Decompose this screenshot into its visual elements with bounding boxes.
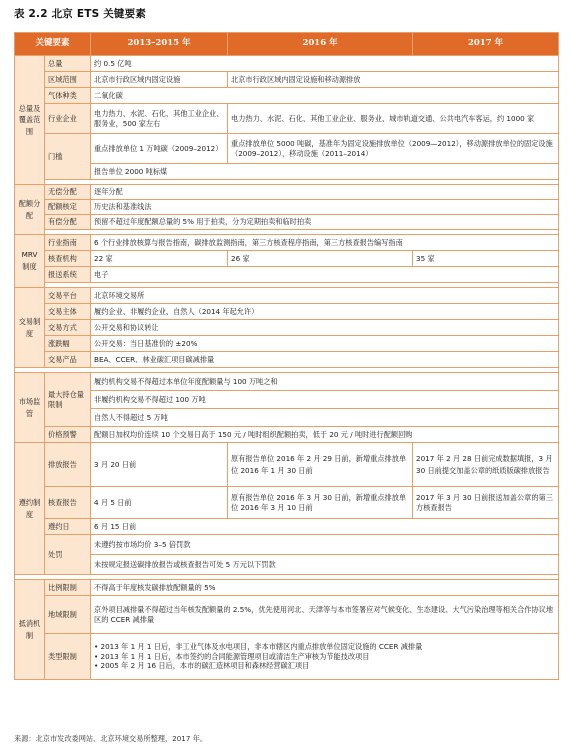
ets-key-elements-table <box>14 32 559 680</box>
row-label: 地域限制 <box>45 596 91 634</box>
row-label: 比例限制 <box>45 580 91 596</box>
cell: 重点排放单位 5000 吨碳，基准年为固定设施排放单位（2009—2012），移动源排放单位的固定设施（2009–2012）、移动设施（2011–2014） <box>228 134 559 164</box>
table-row <box>15 443 559 487</box>
header-key-elements: 关键要素 <box>15 33 91 56</box>
category-coverage: 总量及覆盖范围 <box>15 56 45 185</box>
row-label: 总量 <box>45 56 91 72</box>
row-label: 涨跌幅 <box>45 336 91 352</box>
row-label: 核查机构 <box>45 251 91 267</box>
cell: 3 月 20 日前 <box>91 443 228 487</box>
row-label: 遵约日 <box>45 519 91 535</box>
cell: 6 月 15 日前 <box>91 519 559 535</box>
row-label: 行业企业 <box>45 104 91 134</box>
list-item: • 2005 年 2 月 16 日后，本市的碳汇造林项目和森林经营碳汇项目 <box>94 661 310 671</box>
cell: 未按规定报送碳排放报告或核查报告可处 5 万元以下罚款 <box>91 555 559 575</box>
cell: 预留不超过年度配额总量的 5% 用于拍卖，分为定期拍卖和临时拍卖 <box>91 215 559 230</box>
row-label: 配额核定 <box>45 200 91 215</box>
table-row <box>15 104 559 134</box>
row-label: 处罚 <box>45 535 91 575</box>
header-2013-2015: 2013–2015 年 <box>91 33 228 56</box>
cell: 自然人不得超过 5 万吨 <box>91 409 559 427</box>
cell: 北京市行政区域内固定设施和移动源排放 <box>228 72 559 88</box>
category-mrv: MRV 制度 <box>15 235 45 288</box>
header-2017: 2017 年 <box>413 33 559 56</box>
cell: 电力热力、水泥、石化、其他工业企业、服务业、城市轨道交通、公共电汽车客运，约 1000 家 <box>228 104 559 134</box>
category-trading: 交易制度 <box>15 288 45 368</box>
cell: BEA、CCER、林业碳汇项目碳减排量 <box>91 352 559 368</box>
list-item: • 2013 年 1 月 1 日后，本市签约的合同能源管理项目或清洁生产审核为节能技改项目 <box>94 651 370 661</box>
row-label: 行业指南 <box>45 235 91 251</box>
source-note: 来源：北京市发改委网站、北京环境交易所整理，2017 年。 <box>14 734 208 743</box>
row-label: 交易主体 <box>45 304 91 320</box>
cell: 2017 年 2 月 28 日前完成数据填报，3 月 30 日前提交加盖公章的纸质版碳排放报告 <box>413 443 559 487</box>
row-label: 价格预警 <box>45 427 91 443</box>
row-label: 气体种类 <box>45 88 91 104</box>
cell: 4 月 5 日前 <box>91 487 228 519</box>
table-row <box>15 596 559 634</box>
cell: 原有报告单位 2016 年 2 月 29 日前，新增重点排放单位 2016 年 1 月 30 日前 <box>228 443 413 487</box>
row-label: 有偿分配 <box>45 215 91 230</box>
table-row <box>15 164 559 180</box>
table-row <box>15 634 559 680</box>
row-label: 交易方式 <box>45 320 91 336</box>
table-row <box>15 535 559 555</box>
cell: 报告单位 2000 吨标煤 <box>91 164 559 180</box>
table-row <box>15 200 559 215</box>
cell: 2017 年 3 月 30 日前报送加盖公章的第三方核查报告 <box>413 487 559 519</box>
row-label: 核查报告 <box>45 487 91 519</box>
cell <box>91 634 559 680</box>
cell: 未遵约按市场均价 3–5 倍罚款 <box>91 535 559 555</box>
table-row <box>15 487 559 519</box>
table-row <box>15 56 559 72</box>
table-row <box>15 304 559 320</box>
list-item: • 2013 年 1 月 1 日后，非工业气体及水电项目，非本市辖区内重点排放单位固定设施的 CCER 减排量 <box>94 641 423 651</box>
table-row <box>15 288 559 304</box>
table-row <box>15 185 559 200</box>
table-row <box>15 409 559 427</box>
row-label: 交易平台 <box>45 288 91 304</box>
row-label: 交易产品 <box>45 352 91 368</box>
table-row <box>15 72 559 88</box>
row-label: 无偿分配 <box>45 185 91 200</box>
cell: 电力热力、水泥、石化、其他工业企业、服务业，500 家左右 <box>91 104 228 134</box>
cell: 35 家 <box>413 251 559 267</box>
table-row <box>15 134 559 164</box>
cell: 26 家 <box>228 251 413 267</box>
cell: 非履约机构交易不得超过 100 万吨 <box>91 391 559 409</box>
table-row <box>15 251 559 267</box>
cell: 配额日加权均价连续 10 个交易日高于 150 元 / 吨时组织配额拍卖，低于 20 元 / 吨时进行配额回购 <box>91 427 559 443</box>
table-row <box>15 235 559 251</box>
cell: 原有报告单位 2016 年 3 月 30 日前，新增重点排放单位 2016 年 3 月 10 日前 <box>228 487 413 519</box>
row-label: 排放报告 <box>45 443 91 487</box>
cell: 履约机构交易不得超过本单位年度配额量与 100 万吨之和 <box>91 373 559 391</box>
cell: 履约企业、非履约企业、自然人（2014 年起允许） <box>91 304 559 320</box>
category-market-supervision: 市场监管 <box>15 373 45 443</box>
table-row <box>15 215 559 230</box>
table-row <box>15 320 559 336</box>
table-row <box>15 88 559 104</box>
cell: 北京环境交易所 <box>91 288 559 304</box>
cell: 京外项目减排量不得超过当年核发配额量的 2.5%，优先使用河北、天津等与本市签署应对气候变化、生态建设、大气污染治理等相关合作协议地区的 CCER 减排量 <box>91 596 559 634</box>
cell: 6 个行业排放核算与报告指南，碳排放监测指南，第三方核查程序指南，第三方核查报告编写指南 <box>91 235 559 251</box>
table-row <box>15 336 559 352</box>
cell: 北京市行政区域内固定设施 <box>91 72 228 88</box>
category-allocation: 配额分配 <box>15 185 45 235</box>
cell: 电子 <box>91 267 559 283</box>
table-row <box>15 373 559 391</box>
row-label: 门槛 <box>45 134 91 180</box>
table-row <box>15 267 559 283</box>
cell: 历史法和基准线法 <box>91 200 559 215</box>
table-row <box>15 580 559 596</box>
row-label: 区域范围 <box>45 72 91 88</box>
table-header-row <box>15 33 559 56</box>
table-title: 表 2.2 北京 ETS 关键要素 <box>14 8 147 20</box>
cell: 不得高于年度核发碳排放配额量的 5% <box>91 580 559 596</box>
table-row <box>15 555 559 575</box>
cell: 逐年分配 <box>91 185 559 200</box>
table-row <box>15 427 559 443</box>
row-label: 最大持仓量限制 <box>45 373 91 427</box>
cell: 重点排放单位 1 万吨碳（2009–2012） <box>91 134 228 164</box>
row-label: 报送系统 <box>45 267 91 283</box>
table-row <box>15 519 559 535</box>
cell: 公开交易：当日基准价的 ±20% <box>91 336 559 352</box>
category-compliance: 遵约制度 <box>15 443 45 575</box>
category-offset: 抵消机制 <box>15 580 45 680</box>
table-row <box>15 391 559 409</box>
cell: 22 家 <box>91 251 228 267</box>
header-2016: 2016 年 <box>228 33 413 56</box>
cell: 约 0.5 亿吨 <box>91 56 559 72</box>
cell: 二氧化碳 <box>91 88 559 104</box>
row-label: 类型限制 <box>45 634 91 680</box>
table-row <box>15 352 559 368</box>
cell: 公开交易和协议转让 <box>91 320 559 336</box>
